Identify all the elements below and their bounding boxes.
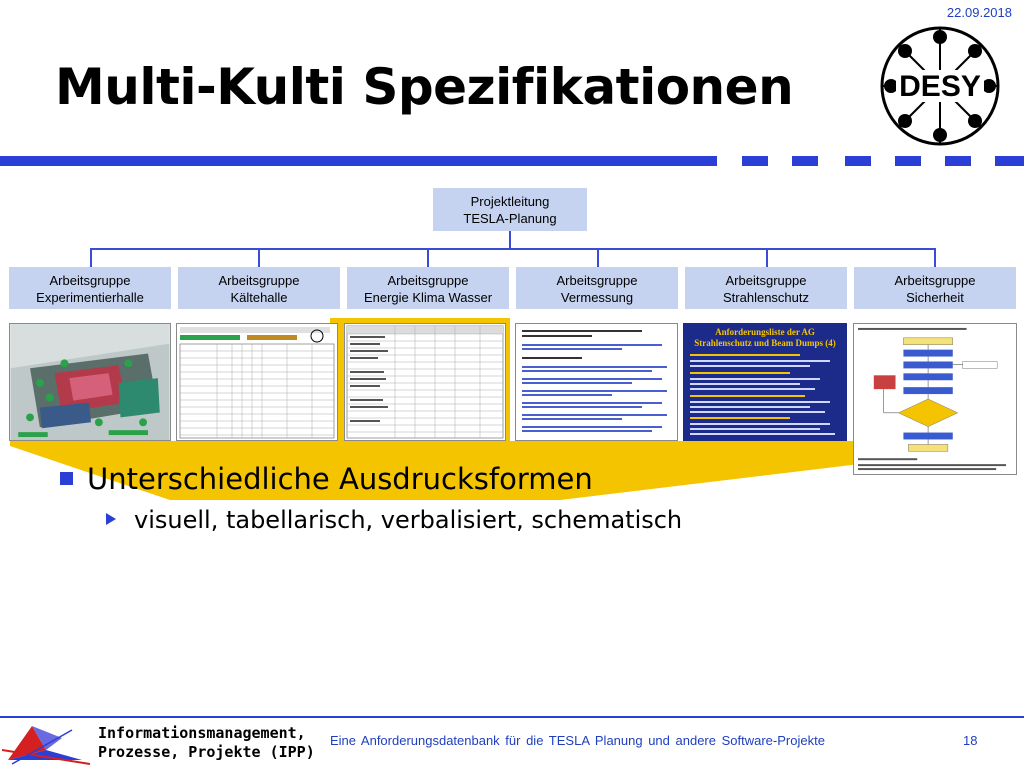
- org-group-line2: Kältehalle: [230, 290, 288, 305]
- org-group-line1: Arbeitsgruppe: [725, 273, 807, 288]
- ipp-logo-icon: [2, 720, 92, 766]
- ipp-line1: Informationsmanagement,: [98, 724, 306, 742]
- org-group-line1: Arbeitsgruppe: [218, 273, 300, 288]
- thumbnail-vermessung-text: [515, 323, 678, 441]
- org-group-line2: Strahlenschutz: [723, 290, 809, 305]
- strahlenschutz-subtitle: Strahlenschutz und Beam Dumps (4): [694, 338, 836, 348]
- org-group-line2: Sicherheit: [906, 290, 964, 305]
- org-group-energie-klima-wasser: [347, 267, 509, 309]
- ipp-line2: Prozesse, Projekte (IPP): [98, 743, 315, 761]
- strahlenschutz-title: Anforderungsliste der AG: [715, 327, 815, 337]
- desy-logo-text: DESY: [899, 70, 981, 103]
- ipp-department-name: [98, 724, 315, 762]
- slide-date: 22.09.2018: [946, 5, 1012, 20]
- thumbnail-strahlenschutz-slide: [683, 323, 847, 441]
- org-root-line1: Projektleitung: [470, 194, 550, 209]
- org-group-vermessung: [516, 267, 678, 309]
- org-connector: [90, 248, 92, 267]
- footer-divider: [0, 716, 1024, 718]
- bullet-level1-text: Unterschiedliche Ausdrucksformen: [87, 462, 593, 496]
- square-bullet-icon: [60, 472, 73, 485]
- bullet-level2: [106, 506, 682, 534]
- org-connector: [258, 248, 260, 267]
- org-group-line1: Arbeitsgruppe: [387, 273, 469, 288]
- org-group-line1: Arbeitsgruppe: [49, 273, 131, 288]
- thumbnail-kaeltehalle-table: [176, 323, 338, 441]
- org-group-line2: Vermessung: [560, 290, 634, 305]
- thumbnail-sicherheit-flowchart: [853, 323, 1017, 475]
- org-group-kaeltehalle: [178, 267, 340, 309]
- slide-title: Multi-Kulti Spezifikationen: [55, 58, 794, 116]
- org-group-strahlenschutz: [685, 267, 847, 309]
- org-connector: [509, 231, 511, 249]
- org-group-line2: Energie Klima Wasser: [363, 290, 493, 305]
- org-connector: [934, 248, 936, 267]
- org-group-line1: Arbeitsgruppe: [894, 273, 976, 288]
- org-group-sicherheit: [854, 267, 1016, 309]
- bullet-level2-text: visuell, tabellarisch, verbalisiert, schematisch: [134, 506, 683, 534]
- thumbnail-3d-model: [9, 323, 171, 441]
- org-root-box: [433, 188, 587, 231]
- page-number: 18: [963, 733, 978, 748]
- org-connector: [427, 248, 429, 267]
- org-group-experimentierhalle: [9, 267, 171, 309]
- org-group-line2: Experimentierhalle: [36, 290, 144, 305]
- org-connector: [597, 248, 599, 267]
- org-connector: [766, 248, 768, 267]
- org-root-line2: TESLA-Planung: [463, 211, 557, 226]
- org-group-line1: Arbeitsgruppe: [556, 273, 638, 288]
- org-connector: [90, 248, 936, 250]
- bullet-level1: [60, 462, 593, 496]
- footer-caption: Eine Anforderungsdatenbank für die TESLA Planung und andere Software-Projekte: [330, 733, 825, 748]
- thumbnail-energie-table: [344, 323, 506, 441]
- triangle-bullet-icon: [106, 513, 116, 525]
